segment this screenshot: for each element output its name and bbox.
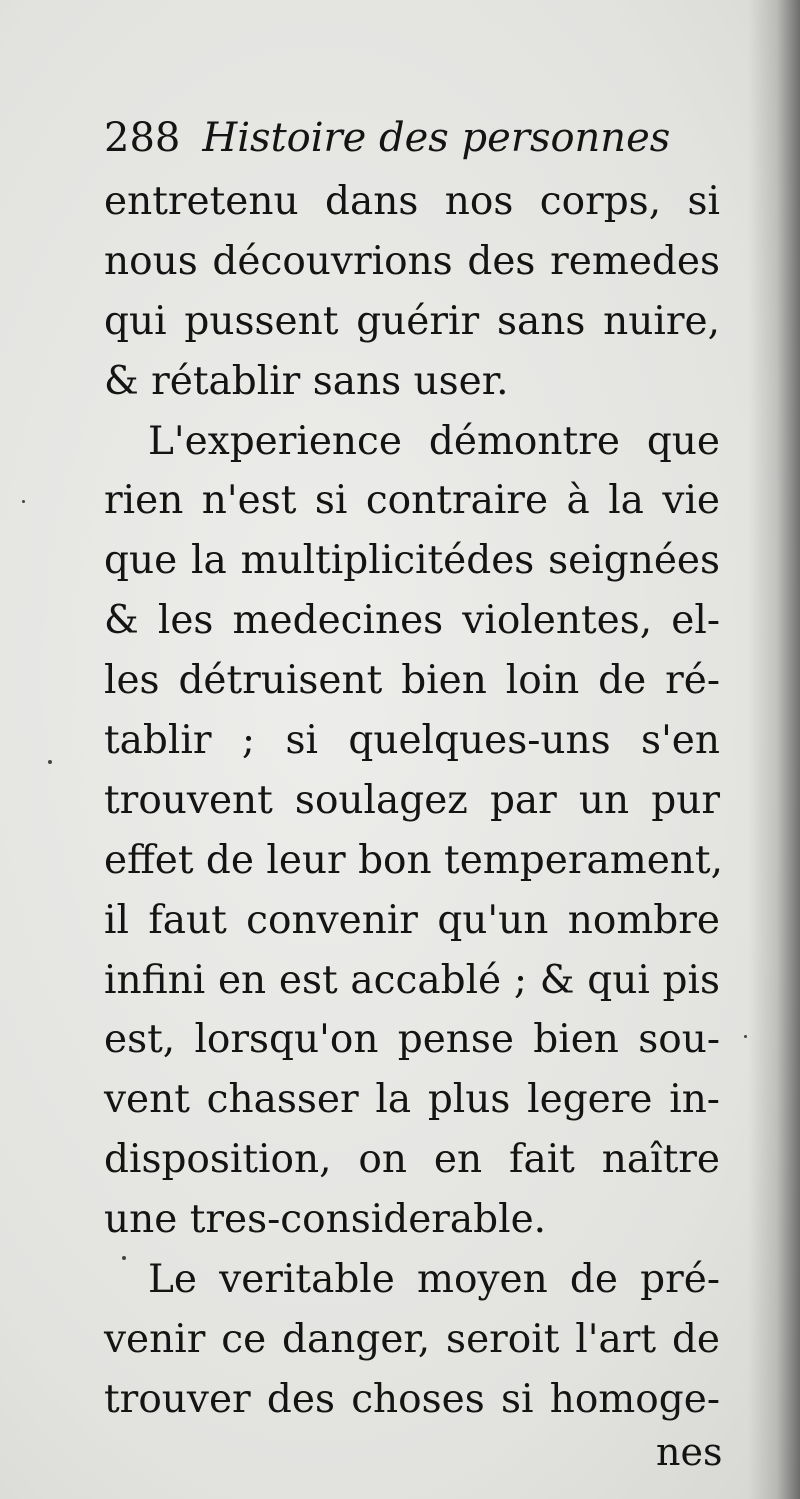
text-line: effet de leur bon temperament, [104,837,723,883]
paper-speck [122,1256,126,1260]
text-line: disposition, on en fait naître [104,1137,720,1183]
text-line: que la multiplicitédes seignées [104,538,720,584]
text-line: une tres-considerable. [104,1197,547,1243]
paper-speck [744,1035,747,1038]
text-line: trouver des choses si homoge- [104,1376,720,1422]
text-line: vent chasser la plus legere in- [104,1077,720,1123]
text-line: les détruisent bien loin de ré- [104,658,720,704]
page-edge-shadow [748,0,800,1499]
body-text [104,172,723,1430]
paper-speck [22,500,25,503]
text-line: trouvent soulagez par un pur [104,777,720,823]
page-number: 288 [104,115,181,161]
text-line: qui pussent guérir sans nuire, [104,298,720,344]
text-line: Le veritable moyen de pré- [148,1257,720,1303]
text-line: il faut convenir qu'un nombre [104,897,720,943]
text-line: infini en est accablé ; & qui pis [104,957,720,1003]
text-line: est, lorsqu'on pense bien sou- [104,1017,720,1063]
running-head [104,108,704,168]
text-line: nous découvrions des remedes [104,238,720,284]
running-head-title: Histoire des personnes [202,115,671,161]
text-line: & rétablir sans user. [104,358,509,404]
text-line: entretenu dans nos corps, si [104,179,720,224]
text-line: L'experience démontre que [148,418,720,464]
text-line: & les medecines violentes, el- [104,598,720,644]
text-line: venir ce danger, seroit l'art de [104,1316,720,1362]
catchword: nes [656,1430,723,1474]
text-line: tablir ; si quelques-uns s'en [104,718,720,764]
text-line: rien n'est si contraire à la vie [104,478,720,524]
paper-speck [48,760,52,764]
